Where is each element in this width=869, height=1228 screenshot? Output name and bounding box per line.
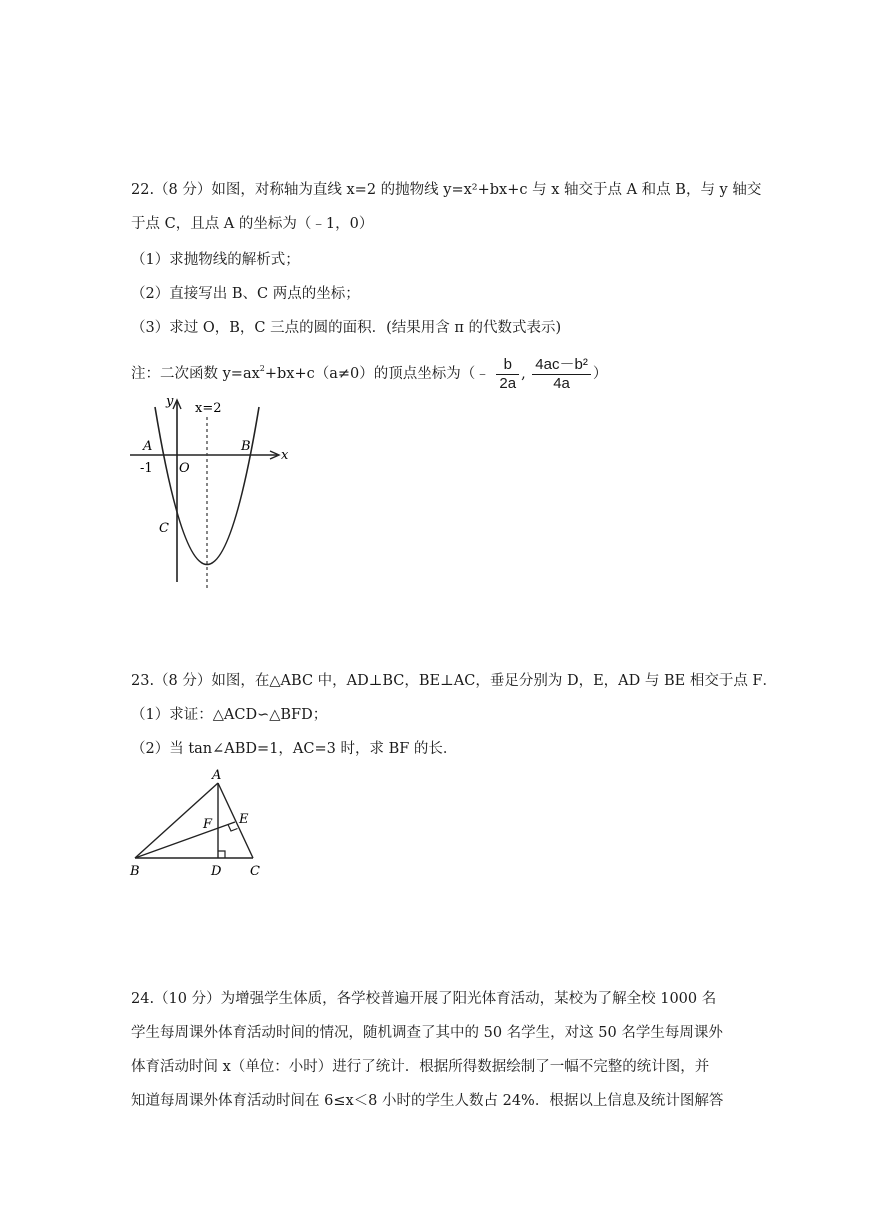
vertex-x-fraction (496, 356, 519, 393)
label-B: B (130, 864, 140, 879)
q23-stem: 23.（8 分）如图，在△ABC 中，AD⊥BC，BE⊥AC，垂足分别为 D，E，AD 与 BE 相交于点 F． (131, 673, 777, 689)
q22-stem-line2: 于点 C，且点 A 的坐标为（﹣1，0） (131, 216, 374, 232)
label-neg1: -1 (140, 461, 153, 476)
label-A: A (212, 768, 222, 783)
label-E: E (239, 812, 249, 827)
label-D: D (211, 864, 222, 879)
label-A: A (143, 439, 153, 454)
parabola-figure (125, 392, 300, 590)
q22-subquestion-2: （2）直接写出 B、C 两点的坐标； (131, 286, 360, 302)
q24-stem-line1: 24.（10 分）为增强学生体质，各学校普遍开展了阳光体育活动，某校为了解全校 1000 名 (131, 991, 717, 1007)
label-B: B (241, 439, 251, 454)
right-angle-D (218, 851, 225, 858)
q22-stem-line1: 22.（8 分）如图，对称轴为直线 x=2 的抛物线 y=x²+bx+c 与 x 轴交于点 A 和点 B，与 y 轴交 (131, 182, 762, 198)
frac2-denominator: 4a (553, 374, 570, 392)
q23-subquestion-1: （1）求证：△ACD∽△BFD； (131, 707, 328, 723)
q22-subquestion-3: （3）求过 O，B，C 三点的圆的面积．(结果用含 π 的代数式表示) (131, 320, 562, 336)
altitude-BE (135, 822, 235, 858)
label-F: F (203, 817, 213, 832)
q23-subquestion-2: （2）当 tan∠ABD=1，AC=3 时，求 BF 的长． (131, 741, 458, 757)
note-close: ） (592, 366, 608, 382)
q24-stem-line3: 体育活动时间 x（单位：小时）进行了统计．根据所得数据绘制了一幅不完整的统计图，并 (131, 1059, 710, 1075)
label-axis-eq: x=2 (195, 401, 222, 416)
triangle-figure (125, 765, 275, 880)
note-exponent: 2 (259, 364, 265, 373)
note-prefix: 注：二次函数 y=ax (131, 366, 260, 382)
frac1-denominator: 2a (499, 374, 517, 392)
note-comma: , (521, 366, 526, 382)
label-O: O (179, 461, 190, 476)
label-C: C (159, 521, 169, 536)
note-middle: +bx+c（a≠0）的顶点坐标为（﹣ (264, 366, 490, 382)
frac2-numerator: 4ac－b² (532, 356, 591, 375)
q22-subquestion-1: （1）求抛物线的解析式； (131, 252, 300, 268)
q24-stem-line4: 知道每周课外体育活动时间在 6≤x＜8 小时的学生人数占 24%．根据以上信息及统计图解答 (131, 1093, 724, 1109)
q24-stem-line2: 学生每周课外体育活动时间的情况，随机调查了其中的 50 名学生，对这 50 名学生每周课外 (131, 1025, 723, 1041)
label-C: C (250, 864, 260, 879)
frac1-numerator: b (496, 356, 519, 375)
label-x: x (281, 448, 289, 463)
right-angle-E (228, 825, 238, 832)
q22-note (131, 351, 607, 393)
vertex-y-fraction (532, 356, 591, 393)
label-y: y (166, 394, 174, 409)
